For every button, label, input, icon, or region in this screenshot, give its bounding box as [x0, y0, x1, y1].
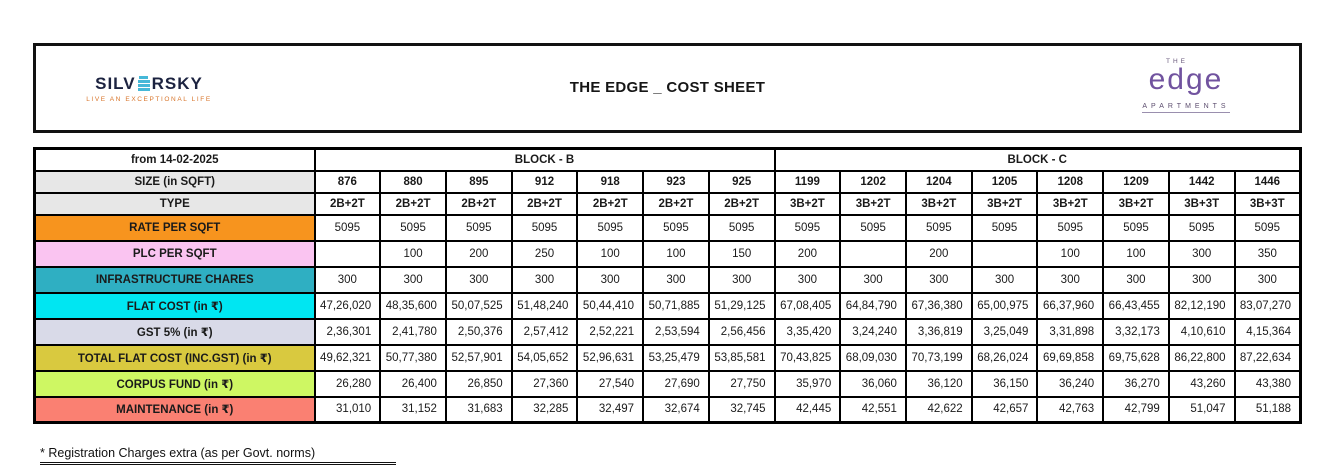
- data-cell: 1442: [1169, 171, 1235, 193]
- data-cell: 27,690: [643, 371, 709, 397]
- data-cell: 923: [643, 171, 709, 193]
- data-cell: 87,22,634: [1235, 345, 1301, 371]
- data-cell: 5095: [972, 215, 1038, 241]
- data-cell: 2B+2T: [577, 193, 643, 215]
- data-cell: 5095: [775, 215, 841, 241]
- data-cell: 27,360: [512, 371, 578, 397]
- data-cell: 5095: [380, 215, 446, 241]
- data-cell: 250: [512, 241, 578, 267]
- data-cell: 5095: [1103, 215, 1169, 241]
- footer-note: [40, 444, 396, 465]
- data-cell: 69,75,628: [1103, 345, 1169, 371]
- data-cell: 42,657: [972, 397, 1038, 423]
- data-cell: 100: [577, 241, 643, 267]
- data-cell: 32,285: [512, 397, 578, 423]
- data-cell: 26,400: [380, 371, 446, 397]
- data-cell: [972, 241, 1038, 267]
- data-cell: 3B+2T: [1103, 193, 1169, 215]
- data-cell: 912: [512, 171, 578, 193]
- data-cell: 1204: [906, 171, 972, 193]
- data-cell: 200: [446, 241, 512, 267]
- data-cell: 3B+2T: [840, 193, 906, 215]
- data-cell: 2B+2T: [643, 193, 709, 215]
- data-cell: 3B+2T: [906, 193, 972, 215]
- data-cell: 100: [1037, 241, 1103, 267]
- data-cell: 64,84,790: [840, 293, 906, 319]
- data-cell: 5095: [446, 215, 512, 241]
- table-row: [35, 397, 1301, 423]
- data-cell: 32,674: [643, 397, 709, 423]
- table-row: [35, 241, 1301, 267]
- table-row: [35, 193, 1301, 215]
- data-cell: 1202: [840, 171, 906, 193]
- data-cell: 36,120: [906, 371, 972, 397]
- data-cell: 300: [1169, 241, 1235, 267]
- data-cell: 51,48,240: [512, 293, 578, 319]
- data-cell: 31,010: [315, 397, 381, 423]
- data-cell: 3,35,420: [775, 319, 841, 345]
- data-cell: 200: [775, 241, 841, 267]
- data-cell: 66,43,455: [1103, 293, 1169, 319]
- data-cell: 5095: [577, 215, 643, 241]
- row-label: PLC PER SQFT: [35, 241, 315, 267]
- data-cell: 880: [380, 171, 446, 193]
- data-cell: 300: [906, 267, 972, 293]
- data-cell: 51,047: [1169, 397, 1235, 423]
- data-cell: 2B+2T: [315, 193, 381, 215]
- data-cell: 876: [315, 171, 381, 193]
- data-cell: 42,799: [1103, 397, 1169, 423]
- data-cell: 50,77,380: [380, 345, 446, 371]
- data-cell: 26,280: [315, 371, 381, 397]
- data-cell: 31,152: [380, 397, 446, 423]
- edge-apartments-logo: [1121, 58, 1251, 113]
- data-cell: 3B+3T: [1235, 193, 1301, 215]
- data-cell: 68,09,030: [840, 345, 906, 371]
- data-cell: 54,05,652: [512, 345, 578, 371]
- data-cell: 51,188: [1235, 397, 1301, 423]
- data-cell: 5095: [512, 215, 578, 241]
- data-cell: 69,69,858: [1037, 345, 1103, 371]
- data-cell: 32,497: [577, 397, 643, 423]
- data-cell: 51,29,125: [709, 293, 775, 319]
- data-cell: 52,96,631: [577, 345, 643, 371]
- data-cell: 300: [380, 267, 446, 293]
- row-label: SIZE (in SQFT): [35, 171, 315, 193]
- header-box: [33, 43, 1302, 133]
- data-cell: [315, 241, 381, 267]
- row-label: GST 5% (in ₹): [35, 319, 315, 345]
- data-cell: 300: [446, 267, 512, 293]
- data-cell: 67,08,405: [775, 293, 841, 319]
- data-cell: 300: [643, 267, 709, 293]
- data-cell: 3B+2T: [1037, 193, 1103, 215]
- data-cell: 3,36,819: [906, 319, 972, 345]
- data-cell: 200: [906, 241, 972, 267]
- data-cell: 2B+2T: [446, 193, 512, 215]
- data-cell: 5095: [709, 215, 775, 241]
- table-row: [35, 267, 1301, 293]
- data-cell: 1208: [1037, 171, 1103, 193]
- data-cell: 50,07,525: [446, 293, 512, 319]
- data-cell: 27,750: [709, 371, 775, 397]
- data-cell: [840, 241, 906, 267]
- data-cell: 300: [577, 267, 643, 293]
- data-cell: 48,35,600: [380, 293, 446, 319]
- data-cell: 27,540: [577, 371, 643, 397]
- data-cell: 31,683: [446, 397, 512, 423]
- data-cell: 2,56,456: [709, 319, 775, 345]
- table-body: [35, 149, 1301, 423]
- data-cell: 925: [709, 171, 775, 193]
- data-cell: 5095: [1235, 215, 1301, 241]
- data-cell: 300: [315, 267, 381, 293]
- data-cell: 35,970: [775, 371, 841, 397]
- data-cell: 100: [380, 241, 446, 267]
- data-cell: 3B+2T: [972, 193, 1038, 215]
- data-cell: 3B+3T: [1169, 193, 1235, 215]
- data-cell: 42,551: [840, 397, 906, 423]
- data-cell: 83,07,270: [1235, 293, 1301, 319]
- data-cell: 5095: [1037, 215, 1103, 241]
- data-cell: 53,25,479: [643, 345, 709, 371]
- data-cell: 300: [512, 267, 578, 293]
- cost-sheet-table: [33, 147, 1302, 424]
- data-cell: 70,43,825: [775, 345, 841, 371]
- data-cell: 3,24,240: [840, 319, 906, 345]
- data-cell: 47,26,020: [315, 293, 381, 319]
- table-header-row: [35, 149, 1301, 171]
- data-cell: 3,32,173: [1103, 319, 1169, 345]
- data-cell: 4,10,610: [1169, 319, 1235, 345]
- data-cell: 150: [709, 241, 775, 267]
- table-row: [35, 345, 1301, 371]
- data-cell: 36,150: [972, 371, 1038, 397]
- data-cell: 86,22,800: [1169, 345, 1235, 371]
- data-cell: 65,00,975: [972, 293, 1038, 319]
- silversky-wordmark-part2: RSKY: [151, 73, 203, 93]
- data-cell: 52,57,901: [446, 345, 512, 371]
- data-cell: 918: [577, 171, 643, 193]
- data-cell: 300: [840, 267, 906, 293]
- row-label: RATE PER SQFT: [35, 215, 315, 241]
- data-cell: 36,060: [840, 371, 906, 397]
- table-row: [35, 319, 1301, 345]
- table-row: [35, 293, 1301, 319]
- data-cell: 5095: [643, 215, 709, 241]
- data-cell: 300: [1103, 267, 1169, 293]
- data-cell: 300: [1169, 267, 1235, 293]
- data-cell: 4,15,364: [1235, 319, 1301, 345]
- data-cell: 43,260: [1169, 371, 1235, 397]
- data-cell: 3,31,898: [1037, 319, 1103, 345]
- data-cell: 5095: [840, 215, 906, 241]
- data-cell: 36,270: [1103, 371, 1169, 397]
- row-label: TOTAL FLAT COST (INC.GST) (in ₹): [35, 345, 315, 371]
- row-label: TYPE: [35, 193, 315, 215]
- data-cell: 2,53,594: [643, 319, 709, 345]
- data-cell: 5095: [315, 215, 381, 241]
- data-cell: 26,850: [446, 371, 512, 397]
- data-cell: 42,763: [1037, 397, 1103, 423]
- data-cell: 100: [1103, 241, 1169, 267]
- table-row: [35, 215, 1301, 241]
- data-cell: 300: [972, 267, 1038, 293]
- data-cell: 32,745: [709, 397, 775, 423]
- row-label: MAINTENANCE (in ₹): [35, 397, 315, 423]
- data-cell: 2,52,221: [577, 319, 643, 345]
- data-cell: 2,36,301: [315, 319, 381, 345]
- data-cell: 300: [709, 267, 775, 293]
- silversky-tagline: LIVE AN EXCEPTIONAL LIFE: [86, 95, 212, 103]
- table-row: [35, 371, 1301, 397]
- data-cell: 36,240: [1037, 371, 1103, 397]
- data-cell: 68,26,024: [972, 345, 1038, 371]
- data-cell: 300: [1235, 267, 1301, 293]
- data-cell: 1209: [1103, 171, 1169, 193]
- data-cell: 2B+2T: [380, 193, 446, 215]
- edge-logo-apartments: APARTMENTS: [1142, 103, 1229, 113]
- data-cell: 2,41,780: [380, 319, 446, 345]
- data-cell: 42,622: [906, 397, 972, 423]
- data-cell: 53,85,581: [709, 345, 775, 371]
- data-cell: 66,37,960: [1037, 293, 1103, 319]
- edge-logo-the: THE: [1166, 58, 1188, 65]
- data-cell: 3B+2T: [775, 193, 841, 215]
- data-cell: 82,12,190: [1169, 293, 1235, 319]
- data-cell: 350: [1235, 241, 1301, 267]
- data-cell: 1446: [1235, 171, 1301, 193]
- data-cell: 67,36,380: [906, 293, 972, 319]
- data-cell: 2B+2T: [709, 193, 775, 215]
- data-cell: 300: [775, 267, 841, 293]
- data-cell: 3,25,049: [972, 319, 1038, 345]
- data-cell: 895: [446, 171, 512, 193]
- data-cell: 49,62,321: [315, 345, 381, 371]
- row-label: FLAT COST (in ₹): [35, 293, 315, 319]
- edge-logo-word: edge: [1148, 63, 1224, 96]
- data-cell: 70,73,199: [906, 345, 972, 371]
- data-cell: 300: [1037, 267, 1103, 293]
- block-header-b: BLOCK - B: [315, 149, 775, 171]
- data-cell: 1205: [972, 171, 1038, 193]
- data-cell: 5095: [906, 215, 972, 241]
- table-row: [35, 171, 1301, 193]
- data-cell: 1199: [775, 171, 841, 193]
- data-cell: 5095: [1169, 215, 1235, 241]
- registration-note: * Registration Charges extra (as per Govt. norms): [40, 446, 396, 465]
- data-cell: 50,71,885: [643, 293, 709, 319]
- data-cell: 43,380: [1235, 371, 1301, 397]
- date-cell: from 14-02-2025: [35, 149, 315, 171]
- row-label: CORPUS FUND (in ₹): [35, 371, 315, 397]
- data-cell: 50,44,410: [577, 293, 643, 319]
- block-header-c: BLOCK - C: [775, 149, 1301, 171]
- data-cell: 42,445: [775, 397, 841, 423]
- data-cell: 2B+2T: [512, 193, 578, 215]
- data-cell: 2,57,412: [512, 319, 578, 345]
- page-title: THE EDGE _ COST SHEET: [569, 79, 766, 96]
- silversky-wordmark-part1: SILV: [95, 73, 136, 93]
- data-cell: 2,50,376: [446, 319, 512, 345]
- data-cell: 100: [643, 241, 709, 267]
- row-label: INFRASTRUCTURE CHARES: [35, 267, 315, 293]
